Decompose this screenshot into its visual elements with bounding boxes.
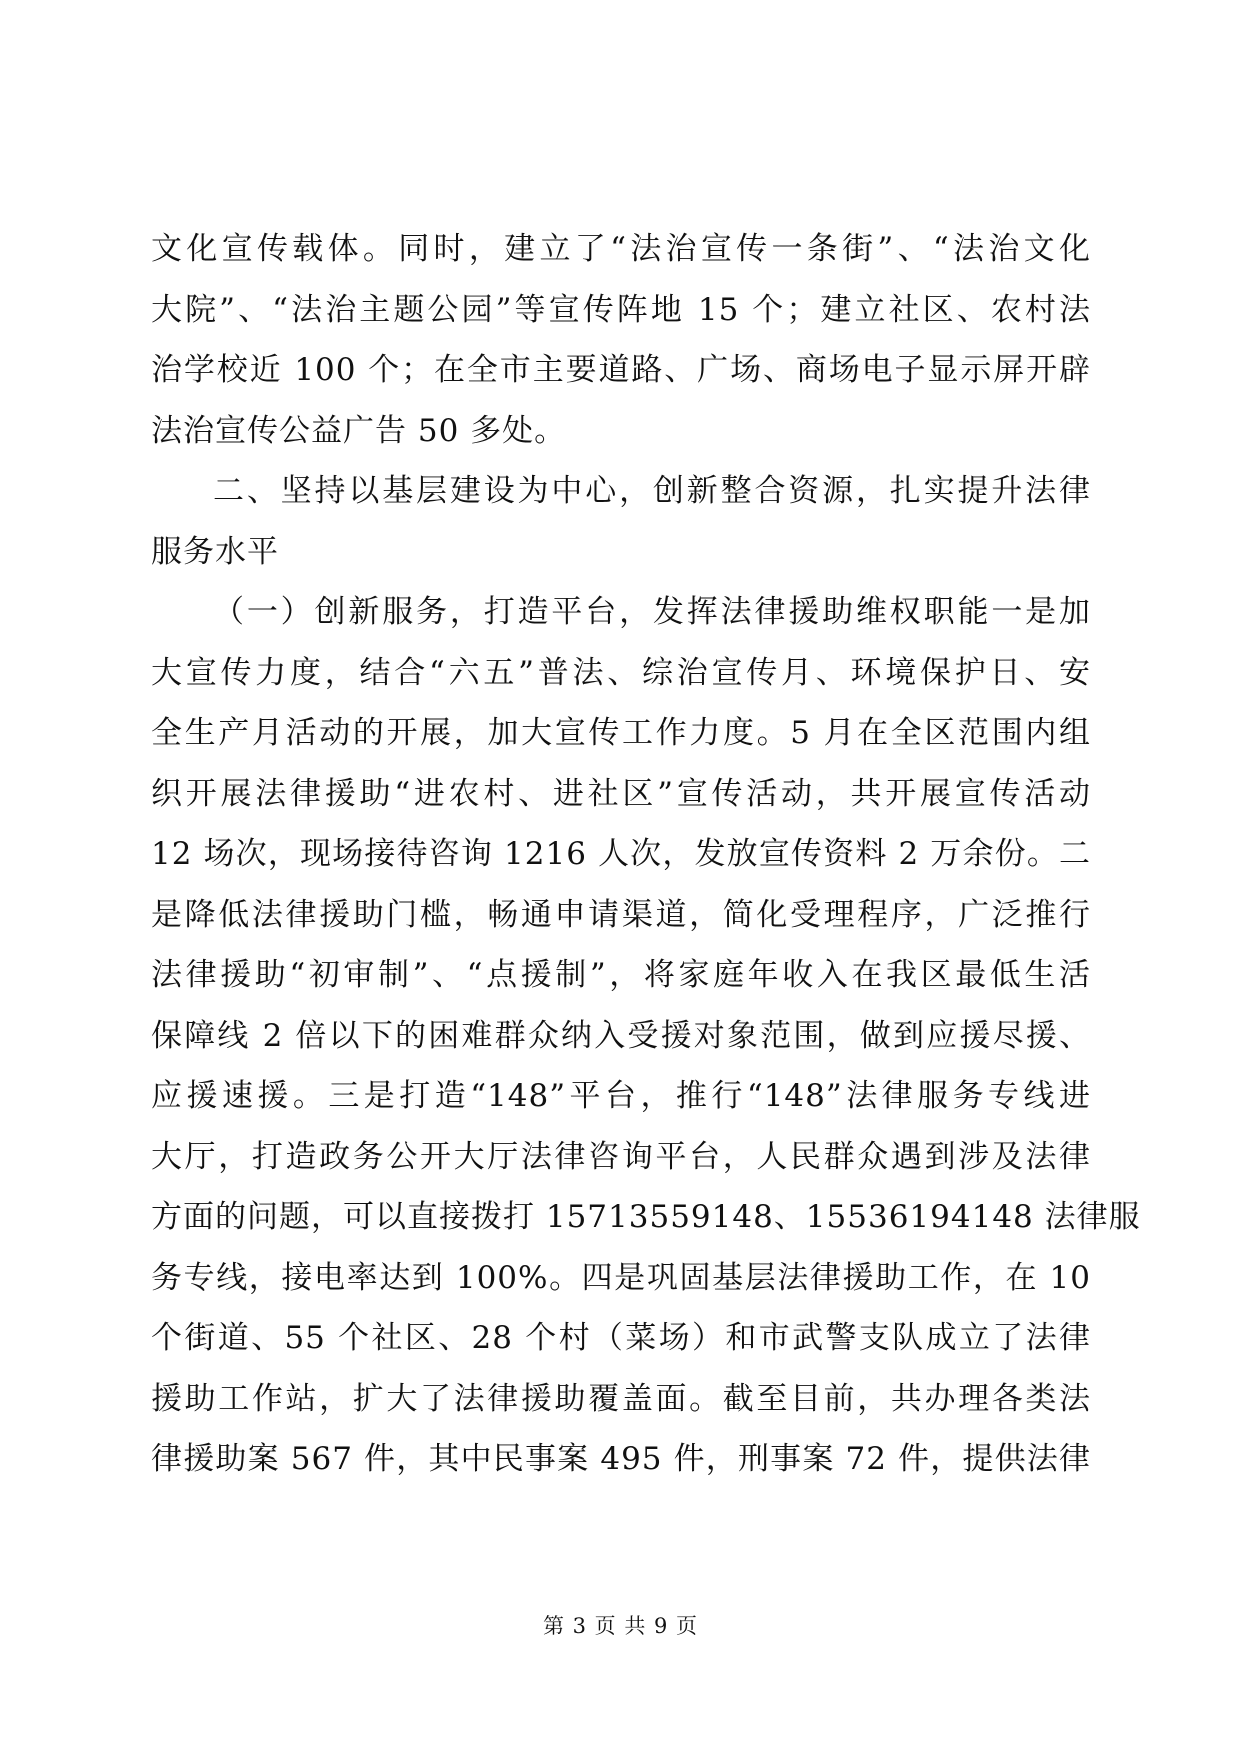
text-line: 全生产月活动的开展，加大宣传工作力度。5 月在全区范围内组 [151,715,1091,751]
text-line: 方面的问题，可以直接拨打 15713559148、15536194148 法律服 [151,1199,1141,1235]
page-number-footer: 第 3 页 共 9 页 [542,1614,699,1638]
text-line: 应援速援。三是打造“148”平台，推行“148”法律服务专线进 [151,1078,1091,1114]
text-line: 援助工作站，扩大了法律援助覆盖面。截至目前，共办理各类法 [151,1380,1091,1417]
subsection-heading: （一）创新服务，打造平台，发挥法律援助维权职能一是加 [213,594,1091,630]
text-line: 大宣传力度，结合“六五”普法、综治宣传月、环境保护日、安 [151,654,1091,691]
text-line: 是降低法律援助门槛，畅通申请渠道，简化受理程序，广泛推行 [151,896,1091,933]
document-body [151,219,1141,1490]
text-line: 大厅，打造政务公开大厅法律咨询平台，人民群众遇到涉及法律 [151,1138,1091,1175]
text-line: 12 场次，现场接待咨询 1216 人次，发放宣传资料 2 万余份。二 [151,836,1091,872]
text-line: 治学校近 100 个；在全市主要道路、广场、商场电子显示屏开辟 [151,352,1091,388]
text-line: 务专线，接电率达到 100%。四是巩固基层法律援助工作，在 10 [151,1259,1091,1296]
text-line: 法治宣传公益广告 50 多处。 [151,412,567,449]
text-line: 个街道、55 个社区、28 个村（菜场）和市武警支队成立了法律 [151,1320,1091,1356]
text-line: 法律援助“初审制”、“点援制”，将家庭年收入在我区最低生活 [151,957,1091,993]
text-line: 文化宣传载体。同时，建立了“法治宣传一条街”、“法治文化 [151,231,1091,267]
text-line: 律援助案 567 件，其中民事案 495 件，刑事案 72 件，提供法律 [151,1441,1091,1477]
text-line: 织开展法律援助“进农村、进社区”宣传活动，共开展宣传活动 [151,775,1091,812]
text-line: 大院”、“法治主题公园”等宣传阵地 15 个；建立社区、农村法 [151,291,1091,328]
section-heading-continued: 服务水平 [151,533,279,570]
text-line: 保障线 2 倍以下的困难群众纳入受援对象范围，做到应援尽援、 [151,1017,1091,1054]
section-heading: 二、坚持以基层建设为中心，创新整合资源，扎实提升法律 [213,473,1091,509]
